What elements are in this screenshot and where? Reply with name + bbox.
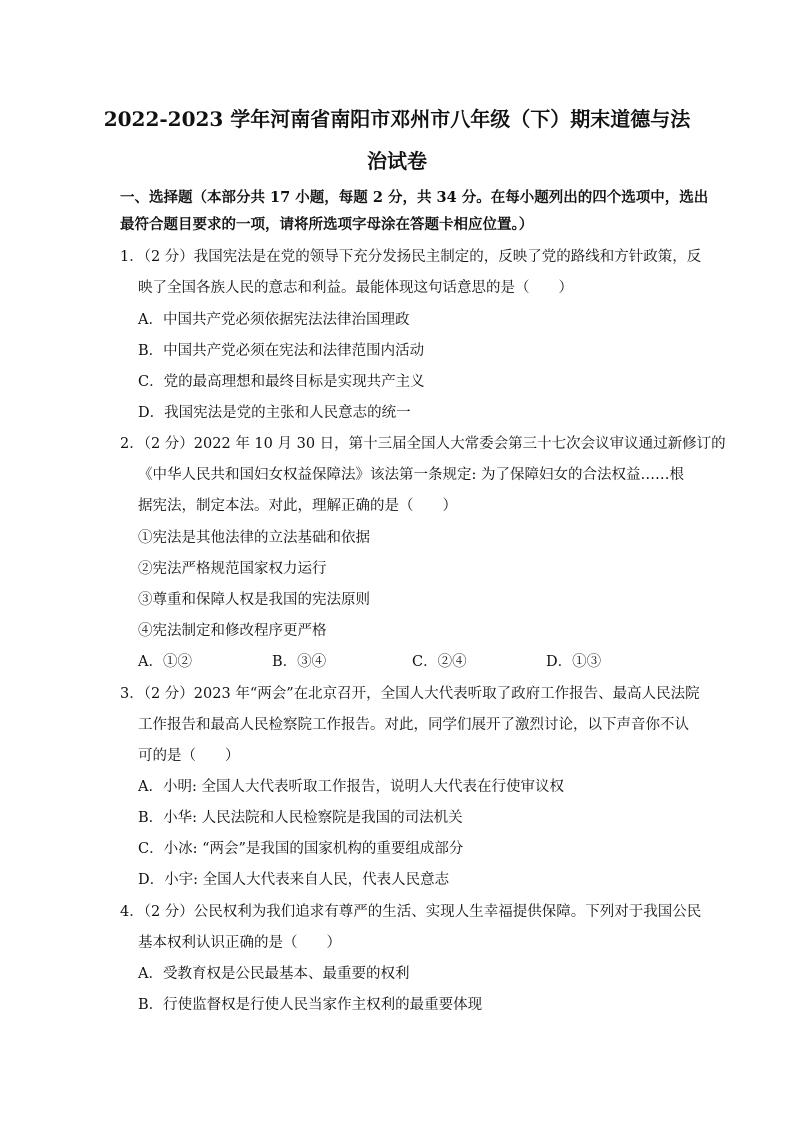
q3-stem-line-3: 可的是（ ） <box>138 748 240 764</box>
q3-stem-line-2: 工作报告和最高人民检察院工作报告。对此，同学们展开了激烈讨论，以下声音你不认 <box>138 717 689 733</box>
q1-option-b: B．中国共产党必须在宪法和法律范围内活动 <box>138 343 425 359</box>
q3-option-c: C．小冰: “两会”是我国的国家机构的重要组成部分 <box>138 841 464 857</box>
q1-option-a: A．中国共产党必须依据宪法法律治国理政 <box>138 312 410 328</box>
exam-title-line-2: 治试卷 <box>367 149 427 173</box>
q4-option-b: B．行使监督权是行使人民当家作主权利的最重要体现 <box>138 997 483 1013</box>
q1-stem-line-1: 1．（2 分）我国宪法是在党的领导下充分发扬民主制定的，反映了党的路线和方针政策，反 <box>120 249 702 265</box>
q2-option-c: C．②④ <box>412 654 467 670</box>
q3-stem-line-1: 3．（2 分）2023 年“两会”在北京召开，全国人大代表听取了政府工作报告、最高人民法院 <box>120 686 700 702</box>
exam-title-line-1: 2022-2023 学年河南省南阳市邓州市八年级（下）期末道德与法 <box>103 107 691 131</box>
q3-option-b: B．小华: 人民法院和人民检察院是我国的司法机关 <box>138 810 463 826</box>
q2-stem-line-2: 《中华人民共和国妇女权益保障法》该法第一条规定: 为了保障妇女的合法权益……根 <box>138 467 684 483</box>
q2-option-a: A．①② <box>138 654 192 670</box>
q2-option-b: B．③④ <box>272 654 327 670</box>
exam-title <box>90 98 704 182</box>
q2-statement-3: ③尊重和保障人权是我国的宪法原则 <box>138 592 370 608</box>
q4-stem-line-2: 基本权利认识正确的是（ ） <box>138 935 341 951</box>
q1-stem-line-2: 映了全国各族人民的意志和利益。最能体现这句话意思的是（ ） <box>138 280 573 296</box>
q4-stem-line-1: 4．（2 分）公民权利为我们追求有尊严的生活、实现人生幸福提供保障。下列对于我国公民 <box>120 904 702 920</box>
q3-option-a: A．小明: 全国人大代表听取工作报告，说明人大代表在行使审议权 <box>138 779 564 795</box>
q4-option-a: A．受教育权是公民最基本、最重要的权利 <box>138 966 410 982</box>
q2-statement-1: ①宪法是其他法律的立法基础和依据 <box>138 530 370 546</box>
section-heading-line-1: 一、选择题（本部分共 17 小题，每题 2 分，共 34 分。在每小题列出的四个选项中，选出 <box>120 189 709 206</box>
q2-statement-2: ②宪法严格规范国家权力运行 <box>138 561 327 577</box>
q3-option-d: D．小宇: 全国人大代表来自人民，代表人民意志 <box>138 872 450 888</box>
q2-option-d: D．①③ <box>546 654 602 670</box>
q1-option-d: D．我国宪法是党的主张和人民意志的统一 <box>138 405 411 421</box>
q2-stem-line-1: 2．（2 分）2022 年 10 月 30 日，第十三届全国人大常委会第三十七次会议审议通过新修订的 <box>120 436 726 452</box>
q2-statement-4: ④宪法制定和修改程序更严格 <box>138 623 327 639</box>
q2-stem-line-3: 据宪法，制定本法。对此，理解正确的是（ ） <box>138 498 457 514</box>
q1-option-c: C．党的最高理想和最终目标是实现共产主义 <box>138 374 425 390</box>
section-heading-line-2: 最符合题目要求的一项，请将所选项字母涂在答题卡相应位置。） <box>120 216 534 233</box>
